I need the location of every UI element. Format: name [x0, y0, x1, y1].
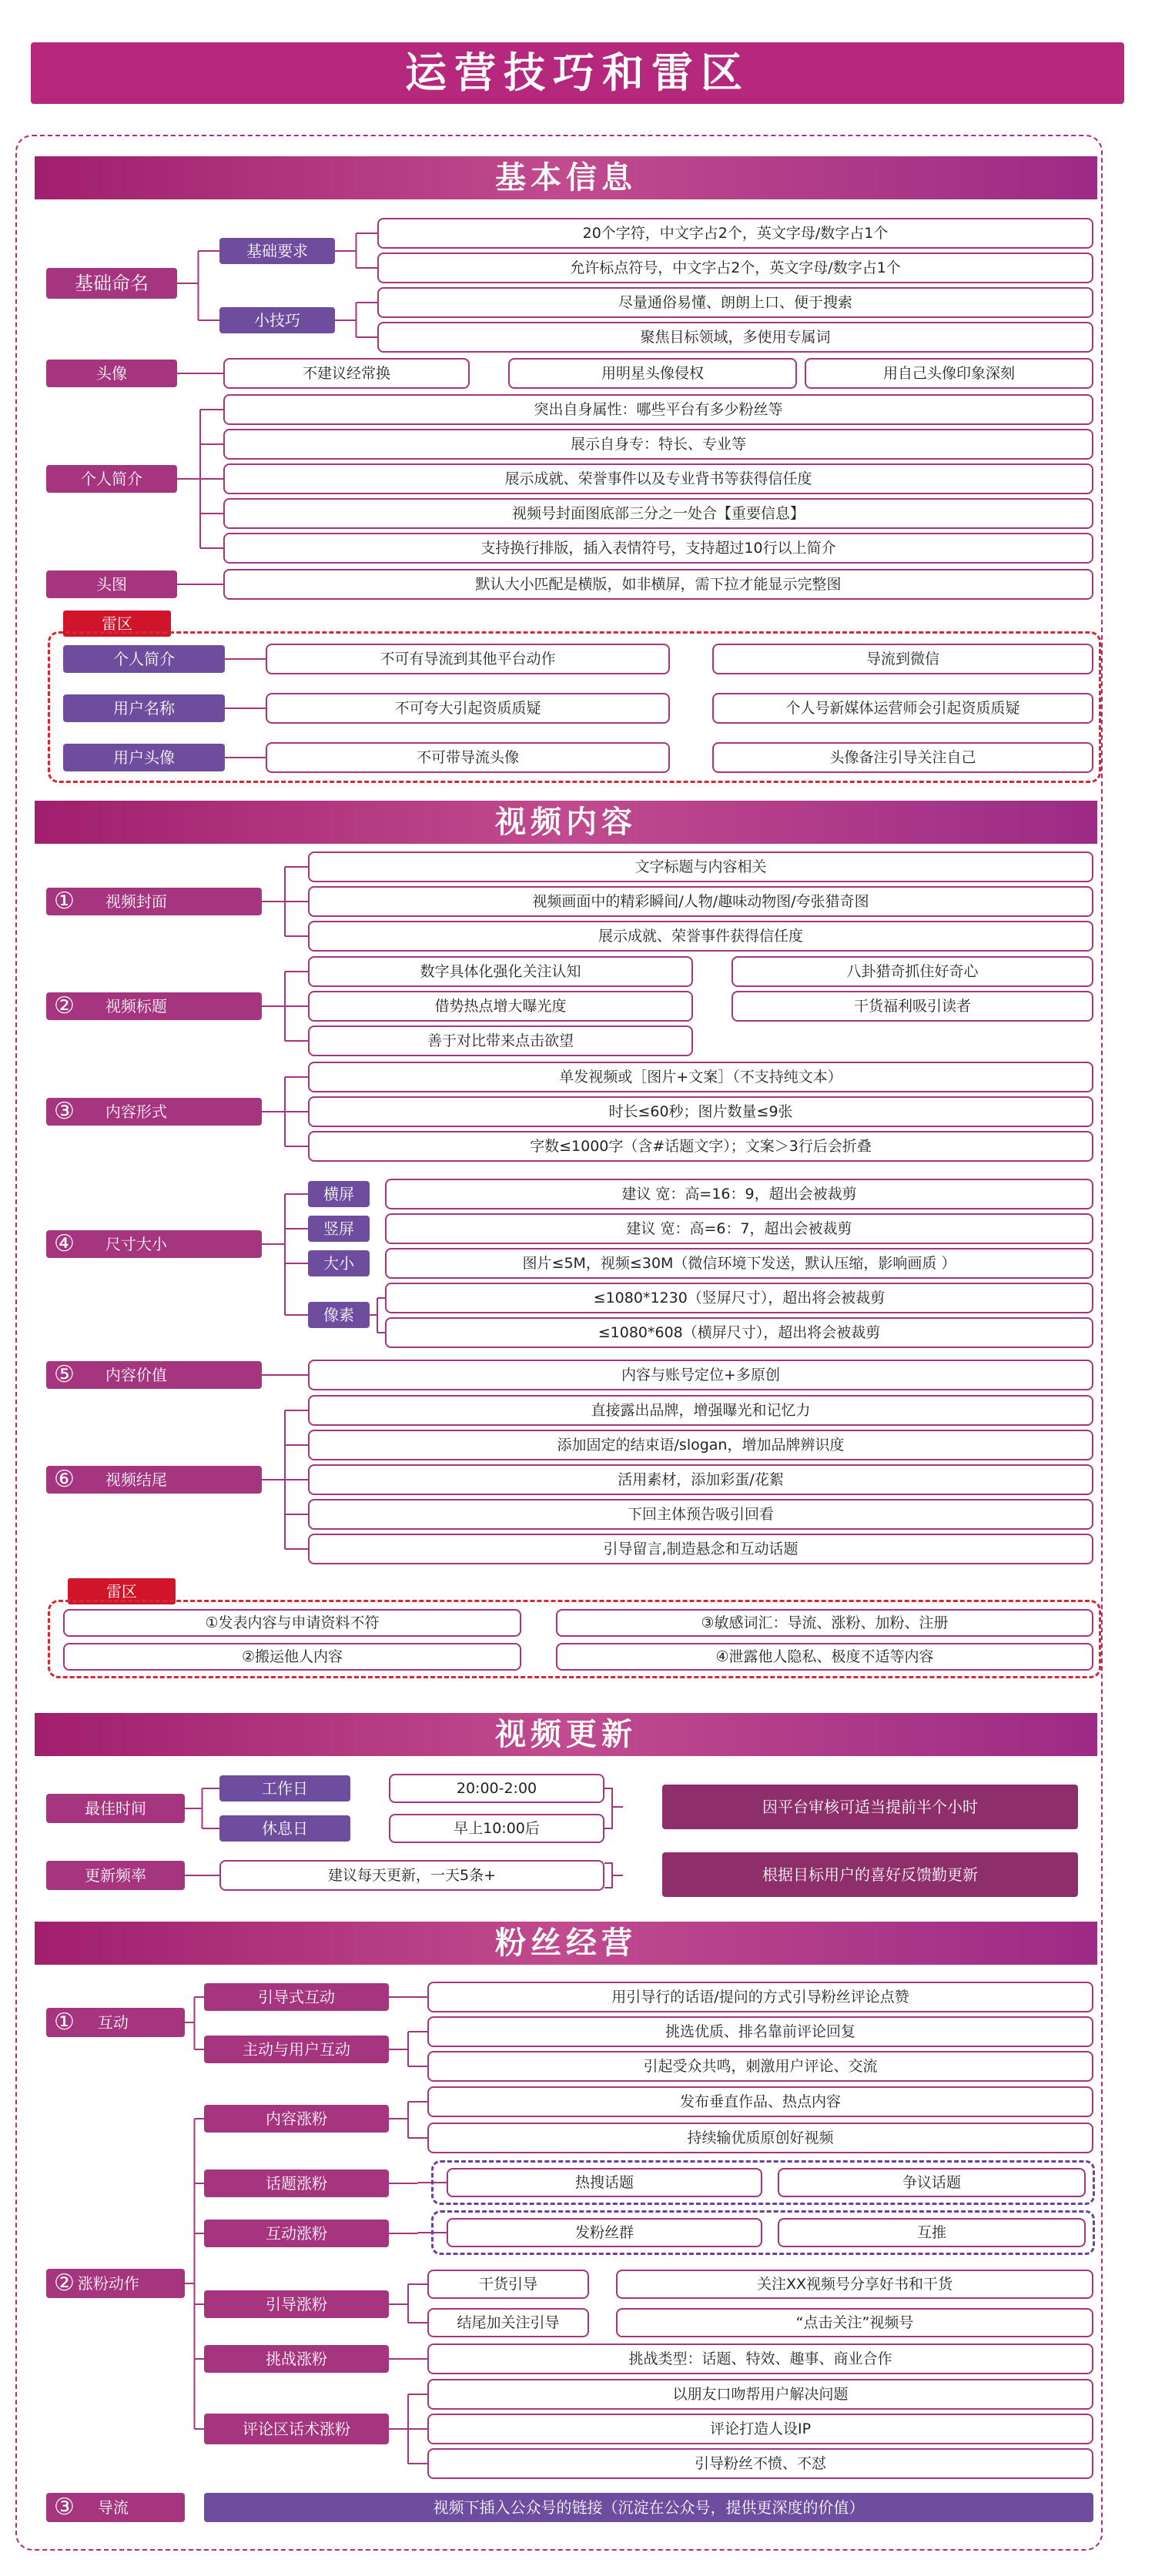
- avatar-item-1: 不建议经常换: [223, 358, 470, 389]
- vtitle-num: ②: [54, 992, 75, 1019]
- guide-interact-item: 用引导行的话语/提问的方式引导粉丝评论点赞: [427, 1982, 1093, 2012]
- interact-label: [46, 2008, 185, 2037]
- guide-row-1-item: 关注XX视频号分享好书和干货: [616, 2270, 1093, 2299]
- form-item-3: 字数≤1000字（含#话题文字）；文案＞3行后会折叠: [308, 1131, 1093, 1162]
- ending-item-3: 活用素材，添加彩蛋/花絮: [308, 1464, 1093, 1495]
- video-mine-item-4: ④泄露他人隐私、极度不适等内容: [556, 1643, 1093, 1671]
- naming-tip-item-1: 尽量通俗易懂、朗朗上口、便于搜索: [377, 287, 1093, 318]
- size-h-item: 建议 宽：高=16：9，超出会被裁剪: [385, 1179, 1093, 1209]
- naming-label: 基础命名: [46, 268, 177, 299]
- mine-row-2-item-2: 个人号新媒体运营师会引起资质质疑: [712, 693, 1093, 724]
- section-header-video: 视频内容: [35, 801, 1097, 844]
- vtitle-item-2: 八卦猎奇抓住好奇心: [732, 956, 1093, 987]
- page-title: 运营技巧和雷区: [31, 42, 1124, 104]
- intro-item-1: 突出自身属性：哪些平台有多少粉丝等: [223, 394, 1093, 425]
- content-growth-item-1: 发布垂直作品、热点内容: [427, 2086, 1093, 2117]
- mine-row-label-3: 用户头像: [63, 744, 225, 771]
- mine-row-3-item-1: 不可带导流头像: [266, 742, 670, 773]
- size-s-item: 图片≤5M，视频≤30M（微信环境下发送，默认压缩，影响画质 ）: [385, 1248, 1093, 1279]
- size-num: ④: [54, 1230, 75, 1257]
- intro-item-4: 视频号封面图底部三分之一处合【重要信息】: [223, 498, 1093, 529]
- cover-num: ①: [54, 888, 75, 915]
- vtitle-item-5: 善于对比带来点击欲望: [308, 1025, 693, 1056]
- naming-req-item-1: 20个字符，中文字占2个，英文字母/数字占1个: [377, 218, 1093, 249]
- mine-row-3-item-2: 头像备注引导关注自己: [712, 742, 1093, 773]
- vtitle-label: [46, 992, 262, 1020]
- video-minefield-label: 雷区: [68, 1578, 176, 1604]
- mine-row-1-item-2: 导流到微信: [712, 644, 1093, 674]
- video-mine-item-2: ③敏感词汇：导流、涨粉、加粉、注册: [556, 1609, 1093, 1637]
- guide-interact-label: 引导式互动: [204, 1983, 389, 2011]
- comment-growth-item-2: 评论打造人设IP: [427, 2414, 1093, 2444]
- size-s-label: 大小: [308, 1250, 370, 1276]
- intro-item-5: 支持换行排版，插入表情符号，支持超过10行以上简介: [223, 533, 1093, 564]
- restday-time: 早上10:00后: [389, 1814, 604, 1843]
- topic-item-1: 热搜话题: [447, 2168, 762, 2197]
- intro-item-3: 展示成就、荣誉事件以及专业背书等获得信任度: [223, 463, 1093, 494]
- size-p-label: 像素: [308, 1302, 370, 1328]
- guide-row-1-label: 干货引导: [427, 2270, 589, 2299]
- vtitle-item-4: 干货福利吸引读者: [732, 991, 1093, 1022]
- ending-num: ⑥: [54, 1466, 75, 1493]
- growth-label: [46, 2269, 185, 2298]
- ending-item-5: 引导留言,制造悬念和互动话题: [308, 1534, 1093, 1564]
- cover-label: [46, 888, 262, 915]
- banner-item: 默认大小匹配是横版，如非横屏，需下拉才能显示完整图: [223, 569, 1093, 600]
- mine-row-label-1: 个人简介: [63, 645, 225, 673]
- cover-item-2: 视频画面中的精彩瞬间/人物/趣味动物图/夸张猎奇图: [308, 886, 1093, 917]
- mine-row-2-item-1: 不可夸大引起资质质疑: [266, 693, 670, 724]
- cover-item-3: 展示成就、荣誉事件获得信任度: [308, 921, 1093, 952]
- freq-item: 建议每天更新，一天5条+: [219, 1860, 604, 1891]
- video-mine-item-1: ①发表内容与申请资料不符: [63, 1609, 521, 1637]
- diversion-num: ③: [54, 2494, 75, 2521]
- intro-item-2: 展示自身专：特长、专业等: [223, 429, 1093, 460]
- size-text: 尺寸大小: [105, 1235, 167, 1253]
- ending-item-2: 添加固定的结束语/slogan，增加品牌辨识度: [308, 1430, 1093, 1460]
- comment-growth-item-1: 以朋友口吻帮用户解决问题: [427, 2379, 1093, 2410]
- vtitle-item-1: 数字具体化强化关注认知: [308, 956, 693, 987]
- best-time-label: 最佳时间: [46, 1794, 185, 1823]
- ending-text: 视频结尾: [105, 1470, 167, 1489]
- ending-label: [46, 1466, 262, 1494]
- challenge-growth-label: 挑战涨粉: [204, 2345, 389, 2373]
- interact-text: 互动: [97, 2013, 129, 2032]
- comment-growth-label: 评论区话术涨粉: [204, 2414, 389, 2444]
- interact-num: ①: [54, 2009, 75, 2036]
- interact-growth-item-2: 互推: [778, 2218, 1086, 2247]
- active-interact-item-1: 挑选优质、排名靠前评论回复: [427, 2016, 1093, 2047]
- growth-text: 涨粉动作: [77, 2274, 139, 2293]
- ending-item-1: 直接露出品牌，增强曝光和记忆力: [308, 1395, 1093, 1426]
- guide-row-2-label: 结尾加关注引导: [427, 2308, 589, 2337]
- size-label: [46, 1230, 262, 1258]
- vtitle-text: 视频标题: [105, 997, 167, 1015]
- banner-label: 头图: [46, 570, 177, 598]
- section-header-basic: 基本信息: [35, 156, 1097, 199]
- ending-item-4: 下回主体预告吸引回看: [308, 1499, 1093, 1530]
- challenge-growth-item: 挑战类型：话题、特效、趣事、商业合作: [427, 2343, 1093, 2374]
- cover-item-1: 文字标题与内容相关: [308, 851, 1093, 882]
- value-label: [46, 1361, 262, 1389]
- diversion-label: [46, 2493, 185, 2522]
- form-text: 内容形式: [105, 1102, 167, 1121]
- topic-growth-label: 话题涨粉: [204, 2170, 389, 2197]
- workday-time: 20:00-2:00: [389, 1774, 604, 1803]
- avatar-item-2: 用明星头像侵权: [508, 358, 797, 389]
- basic-minefield-label: 雷区: [63, 611, 171, 637]
- content-growth-label: 内容涨粉: [204, 2105, 389, 2133]
- topic-item-2: 争议话题: [778, 2168, 1086, 2197]
- comment-growth-item-3: 引导粉丝不愤、不怼: [427, 2448, 1093, 2479]
- cover-text: 视频封面: [105, 892, 167, 911]
- form-num: ③: [54, 1098, 75, 1125]
- naming-tip-item-2: 聚焦目标领域，多使用专属词: [377, 322, 1093, 353]
- active-interact-label: 主动与用户互动: [204, 2036, 389, 2063]
- best-time-note: 因平台审核可适当提前半个小时: [662, 1785, 1078, 1829]
- form-item-2: 时长≤60秒；图片数量≤9张: [308, 1096, 1093, 1127]
- section-header-fans: 粉丝经营: [35, 1922, 1097, 1965]
- interact-growth-item-1: 发粉丝群: [447, 2218, 762, 2247]
- naming-tip-label: 小技巧: [219, 307, 335, 333]
- size-v-item: 建议 宽：高=6：7，超出会被裁剪: [385, 1213, 1093, 1244]
- value-item: 内容与账号定位+多原创: [308, 1360, 1093, 1390]
- mine-row-label-2: 用户名称: [63, 694, 225, 722]
- form-label: [46, 1098, 262, 1126]
- active-interact-item-2: 引起受众共鸣，刺激用户评论、交流: [427, 2051, 1093, 2082]
- size-v-label: 竖屏: [308, 1216, 370, 1242]
- freq-label: 更新频率: [46, 1861, 185, 1890]
- video-mine-item-3: ②搬运他人内容: [63, 1643, 521, 1671]
- naming-req-label: 基础要求: [219, 238, 335, 264]
- guide-growth-label: 引导涨粉: [204, 2290, 389, 2318]
- size-p-item-1: ≤1080*1230（竖屏尺寸），超出将会被裁剪: [385, 1283, 1093, 1313]
- workday-label: 工作日: [219, 1775, 350, 1802]
- naming-req-item-2: 允许标点符号，中文字占2个，英文字母/数字占1个: [377, 253, 1093, 283]
- interact-growth-label: 互动涨粉: [204, 2220, 389, 2247]
- diversion-item: 视频下插入公众号的链接（沉淀在公众号，提供更深度的价值）: [204, 2493, 1093, 2522]
- mine-row-1-item-1: 不可有导流到其他平台动作: [266, 644, 670, 674]
- content-growth-item-2: 持续输优质原创好视频: [427, 2123, 1093, 2153]
- guide-row-2-item: “点击关注”视频号: [616, 2308, 1093, 2337]
- avatar-item-3: 用自己头像印象深刻: [805, 358, 1093, 389]
- size-p-item-2: ≤1080*608（横屏尺寸），超出将会被裁剪: [385, 1317, 1093, 1348]
- form-item-1: 单发视频或［图片+文案］（不支持纯文本）: [308, 1062, 1093, 1092]
- size-h-label: 横屏: [308, 1181, 370, 1207]
- intro-label: 个人简介: [46, 465, 177, 493]
- value-num: ⑤: [54, 1361, 75, 1388]
- restday-label: 休息日: [219, 1815, 350, 1842]
- section-header-update: 视频更新: [35, 1713, 1097, 1756]
- growth-num: ②: [54, 2270, 75, 2297]
- freq-note: 根据目标用户的喜好反馈勤更新: [662, 1852, 1078, 1897]
- value-text: 内容价值: [105, 1366, 167, 1384]
- avatar-label: 头像: [46, 360, 177, 387]
- diversion-text: 导流: [97, 2498, 129, 2517]
- vtitle-item-3: 借势热点增大曝光度: [308, 991, 693, 1022]
